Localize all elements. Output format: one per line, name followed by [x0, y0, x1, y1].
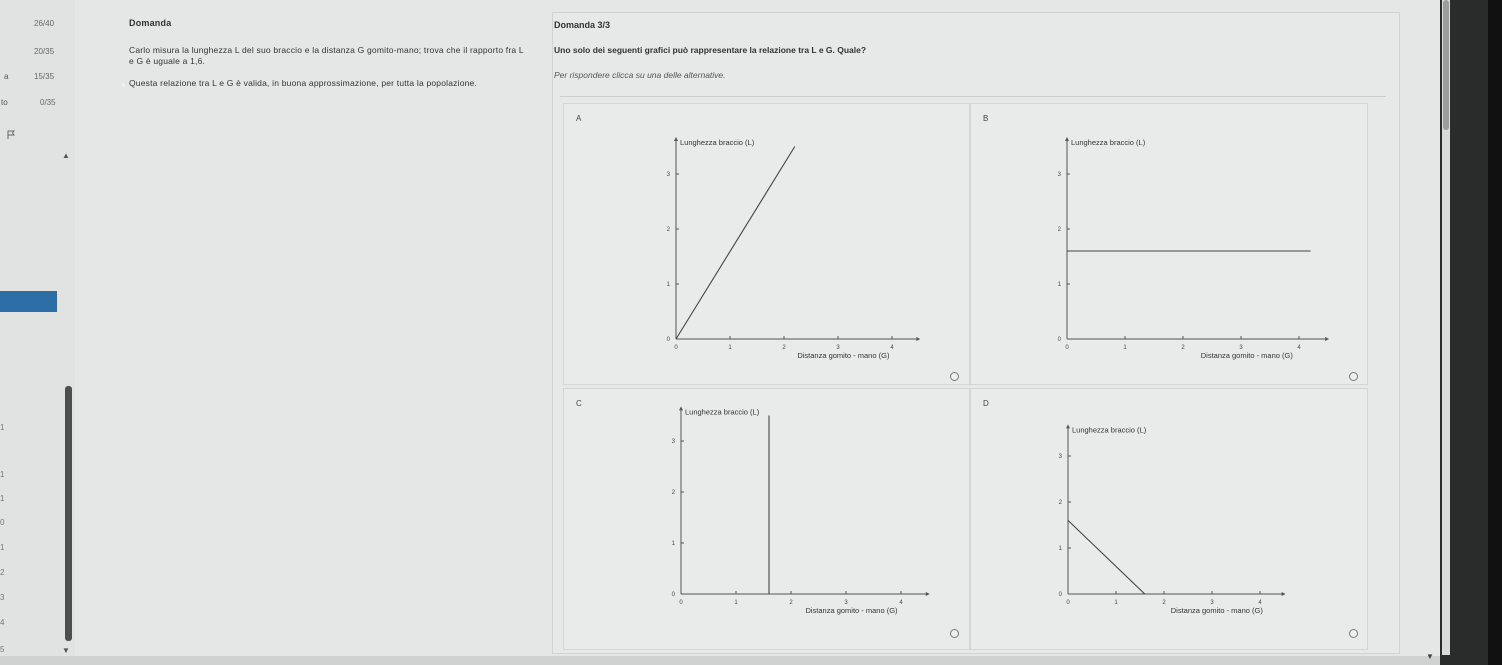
- x-tick-label: 3: [836, 345, 840, 351]
- x-tick-label: 4: [1258, 600, 1262, 606]
- x-tick-label: 4: [899, 600, 903, 606]
- x-tick-label: 1: [1114, 600, 1118, 606]
- option-d-chart: [971, 389, 1367, 649]
- option-b-radio[interactable]: [1349, 372, 1358, 381]
- question-panel: [129, 18, 549, 89]
- x-tick-label: 2: [1162, 600, 1166, 606]
- x-tick-label: 4: [890, 345, 894, 351]
- flag-icon[interactable]: [6, 127, 16, 145]
- option-c-radio[interactable]: [950, 629, 959, 638]
- nav-line-number: 1: [0, 494, 5, 503]
- y-tick-label: 0: [666, 337, 670, 343]
- option-c[interactable]: [563, 388, 970, 650]
- y-tick-label: 3: [1058, 454, 1062, 460]
- y-axis-arrow-icon: [1065, 137, 1069, 141]
- nav-edge-label-2: to: [1, 98, 8, 107]
- y-tick-label: 3: [666, 172, 670, 178]
- nav-line-number: 2: [0, 568, 5, 577]
- nav-selected-item[interactable]: [0, 291, 57, 312]
- y-axis-arrow-icon: [679, 406, 683, 410]
- x-axis-arrow-icon: [1282, 592, 1286, 596]
- option-letter: C: [576, 399, 582, 408]
- option-d[interactable]: [970, 388, 1368, 650]
- option-d-radio[interactable]: [1349, 629, 1358, 638]
- series-line: [676, 147, 795, 340]
- y-axis-label: Lunghezza braccio (L): [680, 138, 755, 147]
- x-axis-arrow-icon: [1325, 337, 1329, 341]
- x-tick-label: 0: [1065, 345, 1069, 351]
- question-nav-sidebar: [0, 0, 75, 665]
- answer-instruction: Per rispondere clicca su una delle alternative.: [554, 70, 726, 80]
- nav-line-number: 4: [0, 618, 5, 627]
- x-tick-label: 0: [674, 345, 678, 351]
- x-tick-label: 0: [1066, 600, 1070, 606]
- y-axis-label: Lunghezza braccio (L): [1072, 425, 1147, 435]
- nav-line-number: 5: [0, 645, 5, 654]
- y-tick-label: 2: [1058, 500, 1062, 506]
- y-tick-label: 2: [666, 227, 670, 233]
- y-tick-label: 0: [1057, 337, 1061, 343]
- nav-score-2[interactable]: 20/35: [34, 47, 55, 56]
- bottom-bar: [0, 656, 1440, 665]
- monitor-edge: [1488, 0, 1502, 665]
- question-header: Domanda: [129, 18, 172, 28]
- page-scrollbar-thumb[interactable]: [1443, 0, 1449, 130]
- option-b[interactable]: [970, 103, 1368, 385]
- x-axis-label: Distanza gomito - mano (G): [805, 606, 898, 615]
- x-axis-arrow-icon: [916, 337, 920, 341]
- x-axis-label: Distanza gomito - mano (G): [1170, 606, 1263, 615]
- y-tick-label: 0: [671, 592, 675, 598]
- nav-score-3[interactable]: 15/35: [34, 72, 55, 81]
- y-axis-arrow-icon: [1066, 424, 1070, 428]
- x-tick-label: 2: [789, 600, 793, 606]
- y-tick-label: 2: [1057, 227, 1061, 233]
- nav-scroll-up-icon[interactable]: ▲: [62, 151, 70, 160]
- option-a[interactable]: [563, 103, 970, 385]
- nav-line-number: 1: [0, 423, 5, 432]
- y-tick-label: 1: [1057, 282, 1061, 288]
- question-paragraph-2: Questa relazione tra L e G è valida, in buona approssimazione, per tutta la popolazione.: [129, 78, 478, 88]
- nav-line-number: 1: [0, 543, 5, 552]
- answer-prompt: Uno solo dei seguenti grafici può rappresentare la relazione tra L e G. Quale?: [554, 45, 867, 55]
- x-axis-label: Distanza gomito - mano (G): [797, 351, 890, 360]
- x-tick-label: 2: [782, 345, 786, 351]
- nav-scrollbar[interactable]: [65, 386, 72, 641]
- nav-score-4[interactable]: 0/35: [40, 98, 56, 107]
- collapse-panel-icon[interactable]: ‹: [122, 79, 125, 89]
- option-letter: A: [576, 114, 582, 123]
- question-paragraph-1: Carlo misura la lunghezza L del suo braccio e la distanza G gomito-mano; trova che il rapporto fra L e G è uguale a 1,6.: [129, 45, 524, 66]
- option-a-radio[interactable]: [950, 372, 959, 381]
- nav-edge-label-1: a: [4, 72, 9, 81]
- nav-line-number: 0: [0, 518, 5, 527]
- x-tick-label: 1: [734, 600, 738, 606]
- option-letter: D: [983, 399, 989, 408]
- x-tick-label: 4: [1297, 345, 1301, 351]
- x-tick-label: 2: [1181, 345, 1185, 351]
- y-axis-label: Lunghezza braccio (L): [685, 407, 760, 417]
- x-tick-label: 3: [1239, 345, 1243, 351]
- x-tick-label: 1: [1123, 345, 1127, 351]
- x-axis-label: Distanza gomito - mano (G): [1200, 351, 1293, 360]
- x-tick-label: 0: [679, 600, 683, 606]
- x-tick-label: 1: [728, 345, 732, 351]
- x-axis-arrow-icon: [926, 592, 930, 596]
- option-c-chart: [564, 389, 969, 649]
- y-tick-label: 1: [1058, 546, 1062, 552]
- nav-scroll-down-icon[interactable]: ▼: [62, 646, 70, 655]
- y-axis-label: Lunghezza braccio (L): [1071, 138, 1146, 147]
- scroll-down-icon[interactable]: ▼: [1426, 652, 1434, 661]
- y-tick-label: 2: [671, 490, 675, 496]
- x-tick-label: 3: [844, 600, 848, 606]
- y-tick-label: 3: [671, 439, 675, 445]
- y-tick-label: 1: [666, 282, 670, 288]
- nav-line-number: 1: [0, 470, 5, 479]
- nav-line-number: 3: [0, 593, 5, 602]
- y-tick-label: 3: [1057, 172, 1061, 178]
- question-counter: Domanda 3/3: [554, 20, 611, 30]
- y-tick-label: 0: [1058, 592, 1062, 598]
- nav-score-1[interactable]: 26/40: [34, 19, 55, 28]
- option-a-chart: [564, 104, 969, 384]
- series-line: [1068, 520, 1145, 594]
- y-tick-label: 1: [671, 541, 675, 547]
- option-b-chart: [971, 104, 1367, 384]
- option-letter: B: [983, 114, 989, 123]
- y-axis-arrow-icon: [674, 137, 678, 141]
- x-tick-label: 3: [1210, 600, 1214, 606]
